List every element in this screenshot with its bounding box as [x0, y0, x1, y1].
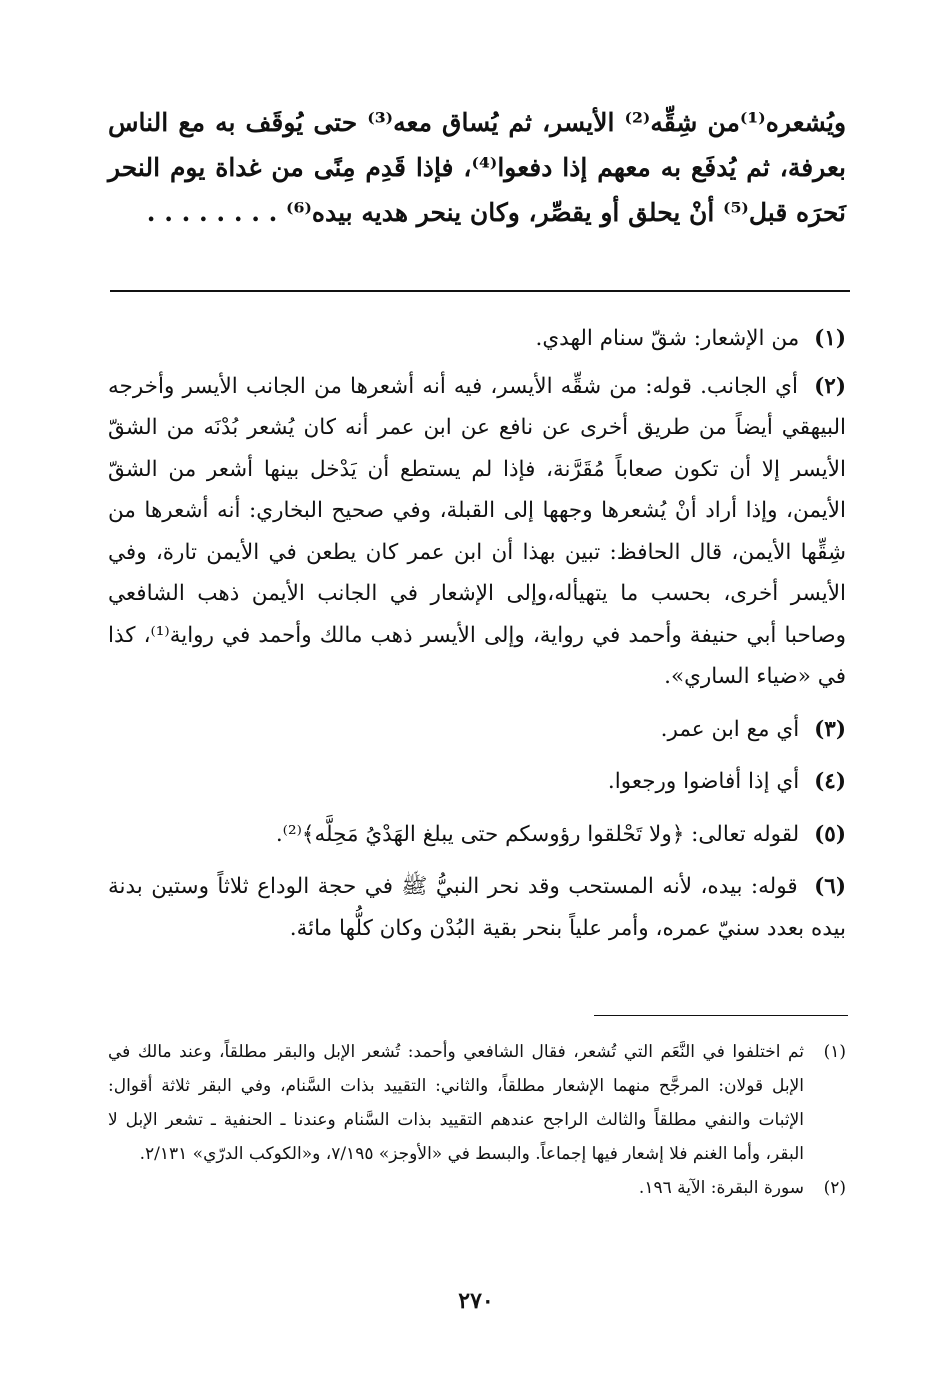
sub-footnote-2 [108, 1171, 846, 1205]
footnote-number: (١) [814, 326, 846, 351]
sub-footnote-1 [108, 1035, 846, 1171]
footnote-2 [108, 366, 846, 698]
footnote-4 [108, 761, 846, 803]
sub-footnote-number: (١) [823, 1042, 846, 1062]
footnote-3 [108, 709, 846, 751]
page-number: ٢٧٠ [458, 1288, 494, 1314]
sub-footnotes [108, 1035, 846, 1205]
footnote-text: من الإشعار: شقّ سنام الهدي. [535, 326, 800, 351]
main-divider [110, 290, 850, 292]
footnote-text: أي مع ابن عمر. [660, 716, 800, 742]
main-text: ويُشعره⁽¹⁾من شِقِّه⁽²⁾ الأيسر، ثم يُساق معه⁽³⁾ حتى يُوقَف به مع الناس بعرفة، ثم يُدفَع به معهم إذا دفعوا⁽⁴⁾، فإذا قَدِم مِنًى من غداة يوم النحر نَحرَه قبل⁽⁵⁾ أنْ يحلق أو يقصِّر، وكان ينحر هديه بيده⁽⁶⁾ . . . . . . . . [108, 108, 847, 227]
footnote-text: لقوله تعالى: ﴿ولا تَحْلقوا رؤوسكم حتى يبلغ الهَدْيُ مَحِلَّه﴾⁽²⁾. [275, 821, 800, 847]
footnotes [108, 318, 846, 960]
footnote-text: قوله: بيده، لأنه المستحب وقد نحر النبيُّ ﷺ في حجة الوداع ثلاثاً وستين بدنة بيده بعدد سنيّ عمره، وأمر علياً بنحر بقية البُدْن وكان كلُّها مائة. [108, 874, 846, 941]
sub-footnote-number: (٢) [823, 1178, 846, 1198]
footnote-6 [108, 866, 846, 949]
footnote-number: (٦) [814, 874, 846, 899]
footnote-number: (٣) [814, 716, 846, 742]
footnote-text: أي الجانب. قوله: من شقِّه الأيسر، فيه أنه أشعرها من الجانب الأيسر وأخرجه البيهقي أيضاً من طريق أخرى عن نافع عن ابن عمر أنه كان يُشعر بُدْنَه من الشقّ الأيسر إلا أن تكون صعاباً مُقَرَّنة، فإذا لم يستطع أن يَدْخل بينها أشعر من الشقّ الأيمن، وإذا أراد أنْ يُشعرها وجهها إلى القبلة، وفي صحيح البخاري: أنه أشعرها من شِقِّها الأيمن، قال الحافظ: تبين بهذا أن ابن عمر كان يطعن في الأيمن تارة، وفي الأيسر أخرى، بحسب ما يتهيأله،وإلى الإشعار في الجانب الأيمن ذهب الشافعي وصاحبا أبي حنيفة وأحمد في رواية، وإلى الأيسر ذهب مالك وأحمد في رواية⁽¹⁾، كذا في «ضياء الساري». [108, 373, 846, 689]
footnote-text: أي إذا أفاضوا ورجعوا. [607, 769, 800, 794]
footnote-number: (٤) [814, 769, 846, 794]
footnote-1 [108, 318, 846, 360]
footnote-number: (٢) [814, 373, 846, 399]
sub-footnote-text: ثم اختلفوا في النَّعَم التي تُشعر، فقال الشافعي وأحمد: تُشعر الإبل والبقر مطلقاً، وعند مالك في الإبل قولان: المرجَّح منهما الإشعار مطلقاً، والثاني: التقييد بذات السَّنام، وفي البقر ثلاثة أقوال: الإثبات والنفي مطلقاً والثالث الراجح عندهم التقييد بذات السَّنام وعندنا ـ الحنفية ـ تشعر الإبل لا البقر، وأما الغنم فلا إشعار فيها إجماعاً. والبسط في «الأوجز» ٧/١٩٥، و«الكوكب الدرّي» ٢/١٣١. [108, 1042, 804, 1164]
subnotes-divider [594, 1015, 848, 1016]
sub-footnote-text: سورة البقرة: الآية ١٩٦. [638, 1178, 804, 1198]
footnote-5 [108, 814, 846, 856]
footnote-number: (٥) [814, 821, 846, 847]
